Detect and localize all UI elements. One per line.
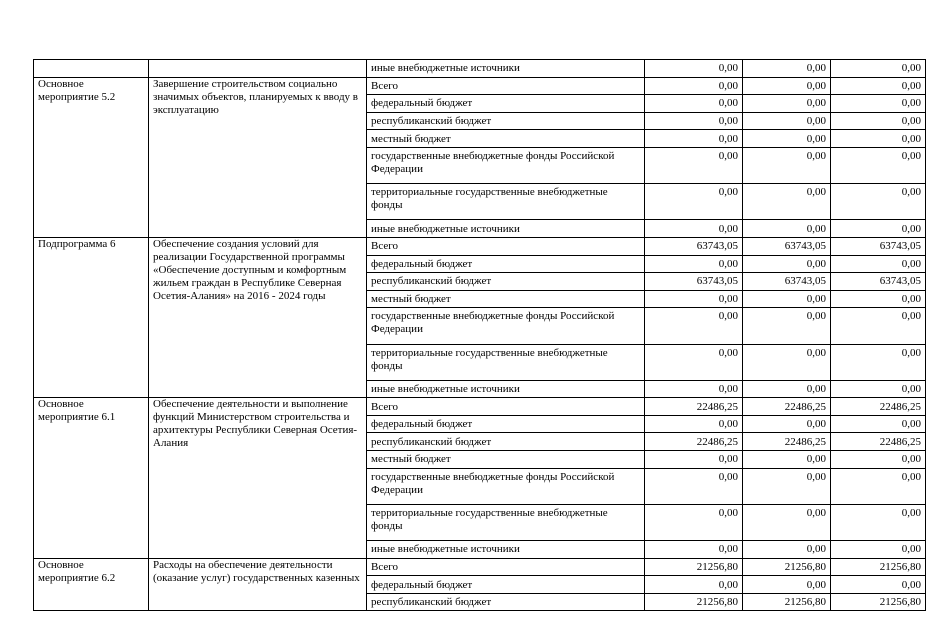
amount-value-1: 22486,25 xyxy=(645,398,743,416)
amount-value-1: 0,00 xyxy=(645,415,743,433)
amount-value-2: 63743,05 xyxy=(743,237,831,255)
amount-value-3: 0,00 xyxy=(831,468,926,504)
amount-value-1: 0,00 xyxy=(645,504,743,540)
budget-table xyxy=(33,59,926,611)
amount-value-3: 0,00 xyxy=(831,77,926,95)
funding-source: местный бюджет xyxy=(367,290,645,308)
amount-value-3: 0,00 xyxy=(831,415,926,433)
program-item-description: Расходы на обеспечение деятельности (оказание услуг) государственных казенных xyxy=(149,558,367,611)
amount-value-3: 0,00 xyxy=(831,60,926,78)
amount-value-3: 0,00 xyxy=(831,344,926,380)
amount-value-1: 0,00 xyxy=(645,344,743,380)
amount-value-1: 0,00 xyxy=(645,468,743,504)
funding-source: федеральный бюджет xyxy=(367,255,645,273)
amount-value-2: 0,00 xyxy=(743,541,831,559)
table-row xyxy=(34,237,926,255)
amount-value-3: 0,00 xyxy=(831,451,926,469)
funding-source: республиканский бюджет xyxy=(367,112,645,130)
funding-source: республиканский бюджет xyxy=(367,593,645,611)
funding-source: иные внебюджетные источники xyxy=(367,60,645,78)
amount-value-2: 0,00 xyxy=(743,576,831,594)
program-item-label: Подпрограмма 6 xyxy=(34,237,149,397)
amount-value-1: 0,00 xyxy=(645,95,743,113)
amount-value-3: 63743,05 xyxy=(831,273,926,291)
budget-table-body xyxy=(34,60,926,611)
amount-value-2: 0,00 xyxy=(743,290,831,308)
amount-value-2: 0,00 xyxy=(743,468,831,504)
amount-value-3: 0,00 xyxy=(831,95,926,113)
amount-value-3: 0,00 xyxy=(831,255,926,273)
amount-value-1: 63743,05 xyxy=(645,237,743,255)
amount-value-1: 63743,05 xyxy=(645,273,743,291)
amount-value-2: 0,00 xyxy=(743,380,831,398)
amount-value-2: 0,00 xyxy=(743,112,831,130)
table-row xyxy=(34,558,926,576)
amount-value-3: 0,00 xyxy=(831,308,926,344)
amount-value-1: 0,00 xyxy=(645,184,743,220)
amount-value-2: 0,00 xyxy=(743,95,831,113)
funding-source: Всего xyxy=(367,558,645,576)
amount-value-2: 0,00 xyxy=(743,415,831,433)
funding-source: федеральный бюджет xyxy=(367,576,645,594)
amount-value-2: 63743,05 xyxy=(743,273,831,291)
amount-value-3: 22486,25 xyxy=(831,398,926,416)
funding-source: территориальные государственные внебюджетные фонды xyxy=(367,504,645,540)
amount-value-3: 0,00 xyxy=(831,504,926,540)
program-item-label xyxy=(34,60,149,78)
amount-value-1: 0,00 xyxy=(645,112,743,130)
amount-value-3: 0,00 xyxy=(831,130,926,148)
amount-value-1: 22486,25 xyxy=(645,433,743,451)
amount-value-1: 0,00 xyxy=(645,77,743,95)
funding-source: федеральный бюджет xyxy=(367,95,645,113)
funding-source: Всего xyxy=(367,77,645,95)
amount-value-1: 0,00 xyxy=(645,130,743,148)
amount-value-3: 22486,25 xyxy=(831,433,926,451)
funding-source: территориальные государственные внебюджетные фонды xyxy=(367,344,645,380)
amount-value-1: 0,00 xyxy=(645,60,743,78)
amount-value-3: 0,00 xyxy=(831,220,926,238)
funding-source: местный бюджет xyxy=(367,130,645,148)
program-item-label: Основное мероприятие 5.2 xyxy=(34,77,149,237)
amount-value-2: 0,00 xyxy=(743,77,831,95)
amount-value-2: 0,00 xyxy=(743,504,831,540)
program-item-description xyxy=(149,60,367,78)
amount-value-1: 21256,80 xyxy=(645,558,743,576)
amount-value-3: 21256,80 xyxy=(831,593,926,611)
program-item-description: Обеспечение деятельности и выполнение функций Министерством строительства и архитектуры Республики Северная Осетия-Алания xyxy=(149,398,367,558)
amount-value-2: 0,00 xyxy=(743,130,831,148)
amount-value-3: 63743,05 xyxy=(831,237,926,255)
amount-value-2: 22486,25 xyxy=(743,433,831,451)
funding-source: Всего xyxy=(367,398,645,416)
amount-value-3: 0,00 xyxy=(831,147,926,183)
amount-value-3: 0,00 xyxy=(831,290,926,308)
amount-value-1: 0,00 xyxy=(645,576,743,594)
amount-value-2: 0,00 xyxy=(743,308,831,344)
funding-source: местный бюджет xyxy=(367,451,645,469)
funding-source: иные внебюджетные источники xyxy=(367,220,645,238)
table-row xyxy=(34,60,926,78)
amount-value-2: 0,00 xyxy=(743,344,831,380)
amount-value-3: 0,00 xyxy=(831,576,926,594)
program-item-label: Основное мероприятие 6.1 xyxy=(34,398,149,558)
amount-value-1: 0,00 xyxy=(645,147,743,183)
funding-source: федеральный бюджет xyxy=(367,415,645,433)
funding-source: государственные внебюджетные фонды Российской Федерации xyxy=(367,308,645,344)
amount-value-3: 0,00 xyxy=(831,112,926,130)
amount-value-1: 21256,80 xyxy=(645,593,743,611)
amount-value-3: 0,00 xyxy=(831,380,926,398)
funding-source: иные внебюджетные источники xyxy=(367,541,645,559)
amount-value-1: 0,00 xyxy=(645,380,743,398)
funding-source: республиканский бюджет xyxy=(367,433,645,451)
amount-value-1: 0,00 xyxy=(645,451,743,469)
amount-value-3: 21256,80 xyxy=(831,558,926,576)
table-row xyxy=(34,398,926,416)
funding-source: республиканский бюджет xyxy=(367,273,645,291)
funding-source: иные внебюджетные источники xyxy=(367,380,645,398)
funding-source: государственные внебюджетные фонды Российской Федерации xyxy=(367,468,645,504)
amount-value-2: 21256,80 xyxy=(743,593,831,611)
funding-source: государственные внебюджетные фонды Российской Федерации xyxy=(367,147,645,183)
funding-source: Всего xyxy=(367,237,645,255)
amount-value-1: 0,00 xyxy=(645,541,743,559)
amount-value-2: 0,00 xyxy=(743,451,831,469)
amount-value-3: 0,00 xyxy=(831,541,926,559)
amount-value-2: 22486,25 xyxy=(743,398,831,416)
amount-value-2: 0,00 xyxy=(743,255,831,273)
amount-value-1: 0,00 xyxy=(645,220,743,238)
program-item-description: Обеспечение создания условий для реализации Государственной программы «Обеспечение доступным и комфортным жильем граждан в Республике Северная Осетия-Алания» на 2016 - 2024 годы xyxy=(149,237,367,397)
amount-value-2: 0,00 xyxy=(743,184,831,220)
amount-value-3: 0,00 xyxy=(831,184,926,220)
program-item-description: Завершение строительством социально значимых объектов, планируемых к вводу в эксплуатацию xyxy=(149,77,367,237)
amount-value-2: 0,00 xyxy=(743,220,831,238)
amount-value-1: 0,00 xyxy=(645,290,743,308)
amount-value-2: 0,00 xyxy=(743,60,831,78)
program-item-label: Основное мероприятие 6.2 xyxy=(34,558,149,611)
amount-value-1: 0,00 xyxy=(645,308,743,344)
amount-value-1: 0,00 xyxy=(645,255,743,273)
amount-value-2: 21256,80 xyxy=(743,558,831,576)
table-row xyxy=(34,77,926,95)
funding-source: территориальные государственные внебюджетные фонды xyxy=(367,184,645,220)
amount-value-2: 0,00 xyxy=(743,147,831,183)
